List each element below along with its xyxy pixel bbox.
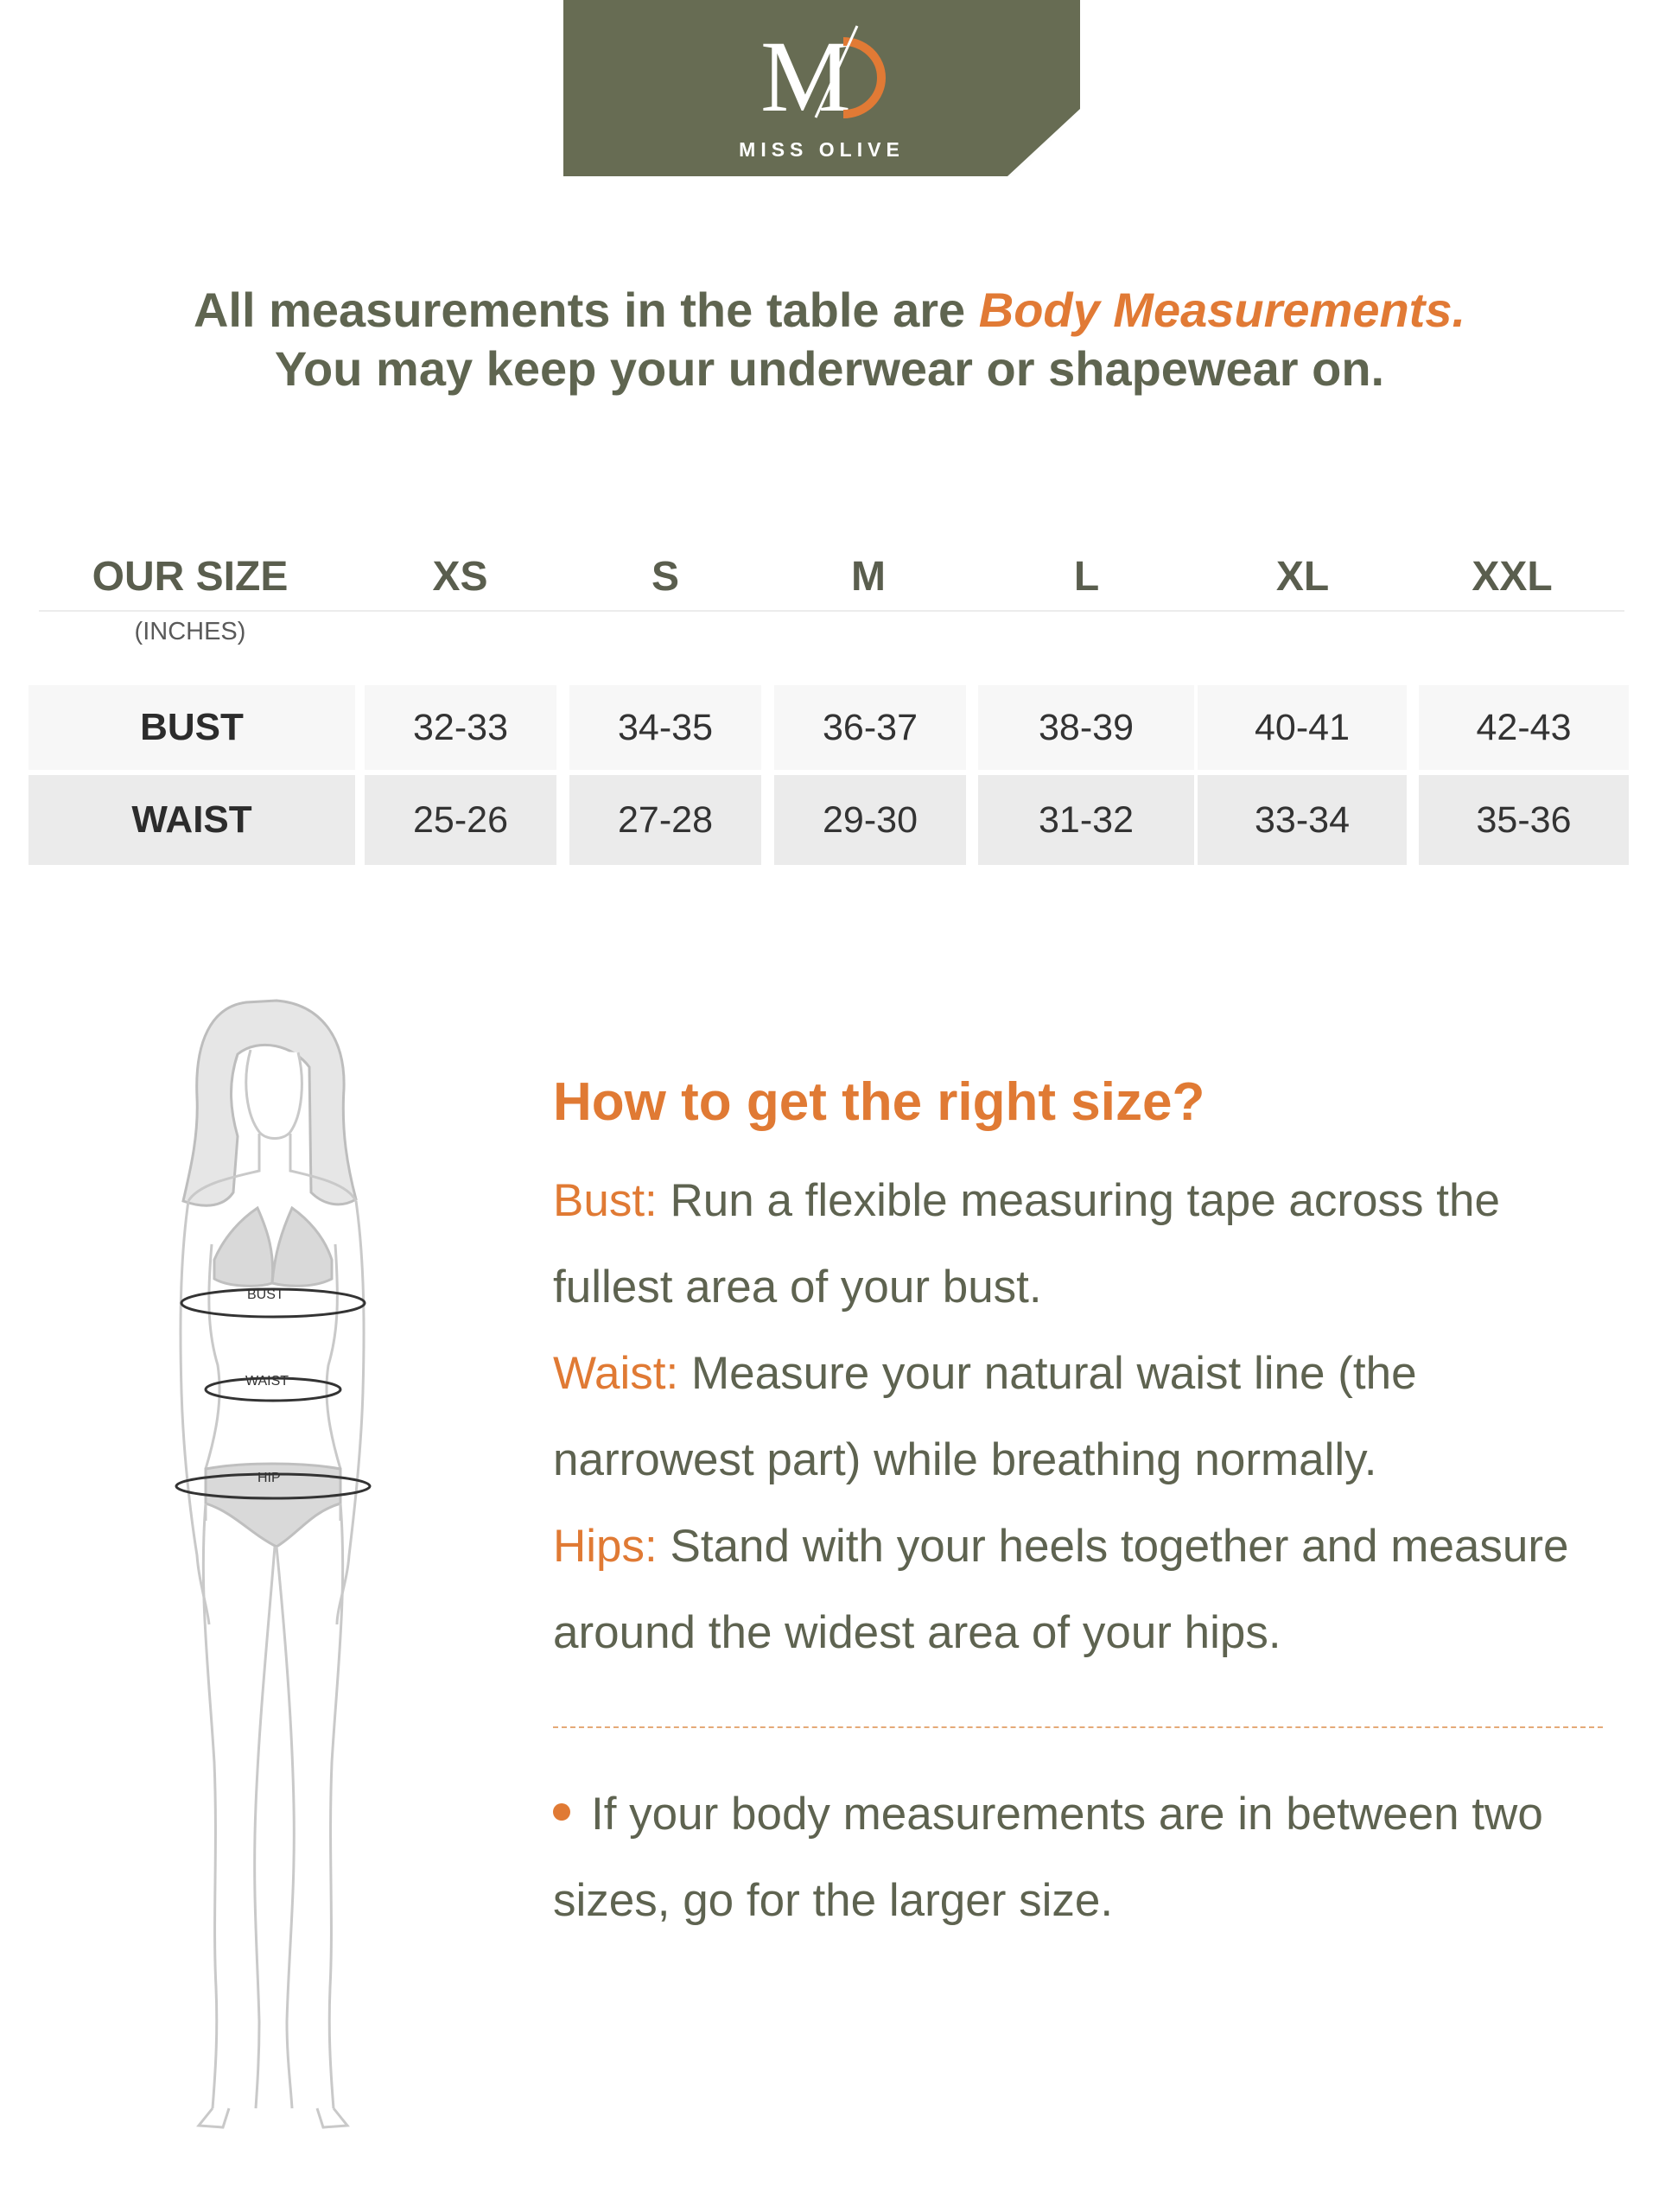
intro-text — [0, 281, 1659, 398]
hips-term: Hips: — [553, 1521, 658, 1572]
row-label-bust: BUST — [29, 685, 355, 770]
table-cell: 33-34 — [1198, 775, 1407, 865]
table-cell: 29-30 — [774, 775, 966, 865]
hips-instruction: Hips: Stand with your heels together and measure around the widest area of your hips. — [553, 1521, 1569, 1658]
brand-monogram-logo — [753, 24, 892, 119]
size-header-l: L — [1073, 554, 1100, 600]
body-measurement-figure — [130, 985, 415, 2134]
size-tip — [553, 1771, 1633, 1944]
waist-instruction: Waist: Measure your natural waist line (the narrowest part) while breathing normally. — [553, 1348, 1417, 1485]
table-cell: 31-32 — [978, 775, 1194, 865]
header-divider — [39, 610, 1624, 612]
table-cell: 42-43 — [1419, 685, 1629, 770]
intro-line-2: You may keep your underwear or shapewear on. — [274, 341, 1385, 396]
table-cell: 34-35 — [569, 685, 761, 770]
dashed-divider — [553, 1726, 1603, 1728]
waist-marker-label: WAIST — [245, 1374, 289, 1389]
hip-marker-label: HIP — [257, 1471, 281, 1485]
intro-accent: Body Measurements. — [978, 283, 1466, 337]
bullet-icon — [553, 1803, 570, 1821]
bust-term: Bust: — [553, 1175, 658, 1226]
row-label-waist: WAIST — [29, 775, 355, 865]
bust-marker-label: BUST — [247, 1287, 284, 1302]
size-header-xs: XS — [432, 554, 488, 600]
table-cell: 36-37 — [774, 685, 966, 770]
guide-title: How to get the right size? — [553, 1072, 1205, 1132]
brand-logo-tab — [563, 0, 1080, 176]
table-cell: 27-28 — [569, 775, 761, 865]
unit-label: (INCHES) — [134, 618, 246, 645]
intro-line-1: All measurements in the table are Body Measurements. — [193, 283, 1466, 337]
size-header-xl: XL — [1275, 554, 1330, 600]
table-cell: 35-36 — [1419, 775, 1629, 865]
guide-instructions — [553, 1158, 1624, 1676]
tip-text: If your body measurements are in between two sizes, go for the larger size. — [553, 1789, 1543, 1926]
size-header-xxl: XXL — [1471, 554, 1553, 600]
table-cell: 25-26 — [365, 775, 556, 865]
waist-term: Waist: — [553, 1348, 679, 1399]
brand-name: MISS OLIVE — [739, 138, 905, 161]
table-cell: 32-33 — [365, 685, 556, 770]
svg-text:M: M — [760, 24, 851, 119]
bust-instruction: Bust: Run a flexible measuring tape across the fullest area of your bust. — [553, 1175, 1500, 1313]
table-cell: 38-39 — [978, 685, 1194, 770]
table-cell: 40-41 — [1198, 685, 1407, 770]
size-header-s: S — [651, 554, 679, 600]
table-header-label: OUR SIZE — [92, 554, 289, 600]
size-header-m: M — [851, 554, 886, 600]
